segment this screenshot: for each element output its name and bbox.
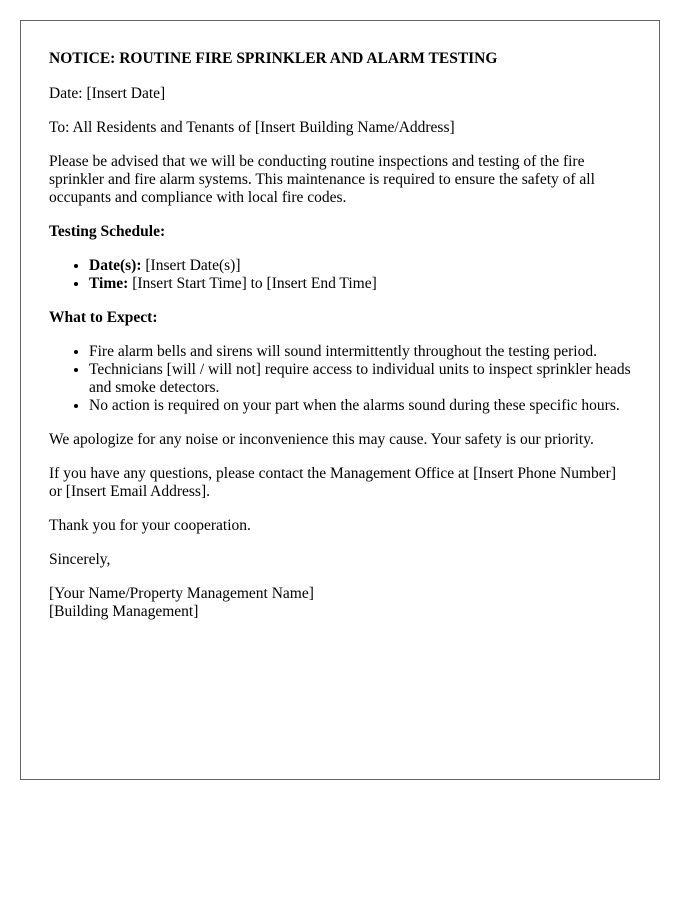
contact-paragraph: If you have any questions, please contact the Management Office at [Insert Phone Number] or [Insert Email Address]. bbox=[49, 465, 616, 500]
schedule-dates-value: [Insert Date(s)] bbox=[141, 257, 241, 274]
thanks-paragraph: Thank you for your cooperation. bbox=[49, 517, 251, 534]
notice-title: NOTICE: ROUTINE FIRE SPRINKLER AND ALARM TESTING bbox=[49, 50, 498, 67]
signature-name: [Your Name/Property Management Name] bbox=[49, 585, 314, 602]
testing-schedule-list bbox=[49, 257, 631, 293]
signature-organization: [Building Management] bbox=[49, 603, 199, 620]
schedule-time-value: [Insert Start Time] to [Insert End Time] bbox=[128, 275, 377, 292]
what-to-expect-heading: What to Expect: bbox=[49, 309, 158, 326]
expect-item-alarms: • Fire alarm bells and sirens will sound intermittently throughout the testing period. bbox=[89, 343, 631, 361]
schedule-item-time bbox=[89, 275, 631, 293]
recipient-line: To: All Residents and Tenants of [Insert Building Name/Address] bbox=[49, 119, 455, 136]
expect-item-no-action: • No action is required on your part when the alarms sound during these specific hours. bbox=[89, 397, 631, 415]
notice-document bbox=[20, 20, 660, 780]
schedule-item-dates bbox=[89, 257, 631, 275]
what-to-expect-list bbox=[49, 343, 631, 415]
intro-paragraph: Please be advised that we will be conducting routine inspections and testing of the fire sprinkler and fire alarm systems. This maintenance is required to ensure the safety of all occupants and compliance with local fire codes. bbox=[49, 153, 595, 206]
closing-line: Sincerely, bbox=[49, 551, 111, 568]
testing-schedule-heading: Testing Schedule: bbox=[49, 223, 166, 240]
apology-paragraph: We apologize for any noise or inconvenience this may cause. Your safety is our priority. bbox=[49, 431, 594, 448]
expect-item-access: • Technicians [will / will not] require access to individual units to inspect sprinkler heads and smoke detectors. bbox=[89, 361, 631, 397]
schedule-time-label: Time: bbox=[89, 275, 129, 292]
date-line: Date: [Insert Date] bbox=[49, 85, 166, 102]
schedule-dates-label: Date(s): bbox=[89, 257, 142, 274]
signature-block bbox=[49, 585, 631, 621]
